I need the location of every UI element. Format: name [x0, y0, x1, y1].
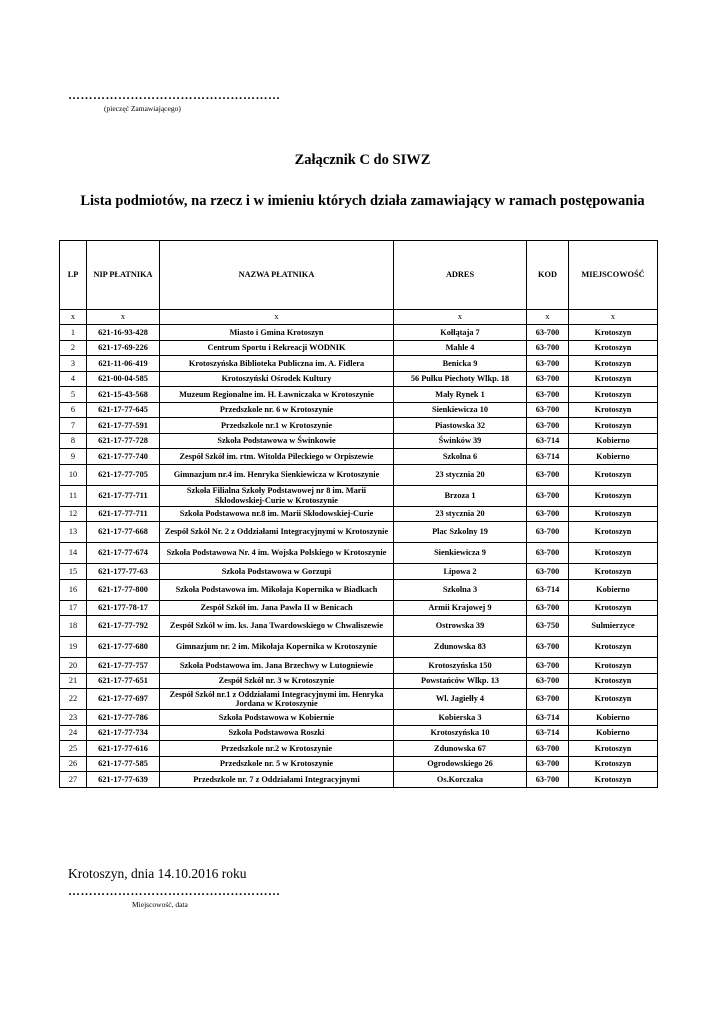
table-cell-code: 63-700: [527, 673, 569, 689]
table-cell: x: [527, 310, 569, 325]
table-cell-code: 63-700: [527, 464, 569, 485]
table-cell-nip: 621-00-04-585: [87, 371, 160, 387]
table-cell-nip: 621-17-77-757: [87, 658, 160, 674]
table-cell-city: Krotoszyn: [569, 387, 658, 403]
table-row: [60, 741, 658, 757]
table-cell-code: 63-714: [527, 449, 569, 465]
table-cell-name: Szkoła Podstawowa im. Mikołaja Kopernika w Biadkach: [160, 579, 394, 600]
table-cell-name: Szkoła Podstawowa w Gorzupi: [160, 564, 394, 580]
table-cell-code: 63-700: [527, 564, 569, 580]
table-row: [60, 371, 658, 387]
table-cell-nip: 621-15-43-568: [87, 387, 160, 403]
table-cell-code: 63-700: [527, 772, 569, 788]
table-cell-name: Szkoła Podstawowa w Świnkowie: [160, 433, 394, 449]
table-header-row: [60, 241, 658, 310]
table-cell-lp: 13: [60, 522, 87, 543]
table-cell-nip: 621-17-77-591: [87, 418, 160, 434]
table-cell-code: 63-700: [527, 371, 569, 387]
table-cell-nip: 621-17-77-786: [87, 710, 160, 726]
table-cell-city: Krotoszyn: [569, 741, 658, 757]
table-cell-nip: 621-17-77-668: [87, 522, 160, 543]
table-cell-code: 63-700: [527, 418, 569, 434]
table-cell-city: Krotoszyn: [569, 564, 658, 580]
table-cell-lp: 11: [60, 485, 87, 506]
table-row: [60, 600, 658, 616]
table-cell-address: Armii Krajowej 9: [394, 600, 527, 616]
table-row: [60, 725, 658, 741]
table-cell-lp: 14: [60, 543, 87, 564]
table-cell-address: Sienkiewicza 10: [394, 402, 527, 418]
table-cell-lp: 23: [60, 710, 87, 726]
table-cell-address: Piastowska 32: [394, 418, 527, 434]
table-cell-name: Przedszkole nr. 5 w Krotoszynie: [160, 756, 394, 772]
table-cell-address: Krotoszyńska 10: [394, 725, 527, 741]
table-cell-lp: 10: [60, 464, 87, 485]
table-cell-nip: 621-177-78-17: [87, 600, 160, 616]
table-cell-nip: 621-17-77-651: [87, 673, 160, 689]
table-cell-name: Miasto i Gmina Krotoszyn: [160, 325, 394, 341]
column-header-city: MIEJSCOWOŚĆ: [569, 241, 658, 310]
table-cell-city: Sulmierzyce: [569, 616, 658, 637]
table-cell-name: Szkoła Podstawowa Roszki: [160, 725, 394, 741]
table-cell-code: 63-700: [527, 325, 569, 341]
table-cell-name: Gimnazjum nr.4 im. Henryka Sienkiewicza w Krotoszynie: [160, 464, 394, 485]
table-cell-lp: 22: [60, 689, 87, 710]
table-cell-city: Krotoszyn: [569, 600, 658, 616]
table-row: [60, 756, 658, 772]
table-cell-name: Zespół Szkół w im. ks. Jana Twardowskiego w Chwaliszewie: [160, 616, 394, 637]
table-cell-nip: 621-17-77-734: [87, 725, 160, 741]
table-cell-name: Krotoszyński Ośrodek Kultury: [160, 371, 394, 387]
table-cell-city: Krotoszyn: [569, 371, 658, 387]
table-x-row: [60, 310, 658, 325]
table-cell-name: Zespół Szkół Nr. 2 z Oddziałami Integracyjnymi w Krotoszynie: [160, 522, 394, 543]
table-cell-code: 63-700: [527, 522, 569, 543]
table-cell-code: 63-700: [527, 756, 569, 772]
table-cell-code: 63-714: [527, 433, 569, 449]
table-cell-city: Krotoszyn: [569, 658, 658, 674]
table-row: [60, 658, 658, 674]
table-cell-city: Krotoszyn: [569, 543, 658, 564]
table-cell-city: Krotoszyn: [569, 356, 658, 372]
table-cell-code: 63-700: [527, 485, 569, 506]
table-row: [60, 433, 658, 449]
table-cell-city: Krotoszyn: [569, 756, 658, 772]
table-cell-nip: 621-16-93-428: [87, 325, 160, 341]
table-cell-city: Krotoszyn: [569, 673, 658, 689]
table-cell-name: Szkoła Filialna Szkoły Podstawowej nr 8 im. Marii Skłodowskiej-Curie w Krotoszynie: [160, 485, 394, 506]
table-cell: x: [60, 310, 87, 325]
table-cell-address: Krotoszyńska 150: [394, 658, 527, 674]
table-cell-name: Zespół Szkół nr. 3 w Krotoszynie: [160, 673, 394, 689]
table-cell: x: [87, 310, 160, 325]
table-row: [60, 449, 658, 465]
table-cell-code: 63-700: [527, 543, 569, 564]
table-row: [60, 689, 658, 710]
table-cell-lp: 25: [60, 741, 87, 757]
table-cell-address: 23 stycznia 20: [394, 506, 527, 522]
table-cell-nip: 621-17-77-697: [87, 689, 160, 710]
table-cell-city: Krotoszyn: [569, 485, 658, 506]
table-cell-code: 63-714: [527, 579, 569, 600]
stamp-caption: (pieczęć Zamawiającego): [104, 104, 181, 113]
place-date-caption: Miejscowość, data: [132, 900, 188, 909]
table-cell-nip: 621-11-06-419: [87, 356, 160, 372]
table-row: [60, 325, 658, 341]
table-cell-city: Krotoszyn: [569, 340, 658, 356]
table-row: [60, 710, 658, 726]
table-cell-city: Kobierno: [569, 449, 658, 465]
table-cell-name: Szkoła Podstawowa w Kobiernie: [160, 710, 394, 726]
table-cell-nip: 621-17-77-800: [87, 579, 160, 600]
table-cell-city: Kobierno: [569, 433, 658, 449]
table-cell-lp: 7: [60, 418, 87, 434]
table-cell-city: Krotoszyn: [569, 402, 658, 418]
table-cell-lp: 9: [60, 449, 87, 465]
table-cell-address: Os.Korczaka: [394, 772, 527, 788]
table-cell-address: Ostrowska 39: [394, 616, 527, 637]
stamp-signature-line: ……………………………………………: [68, 88, 281, 102]
document-subtitle: Lista podmiotów, na rzecz i w imieniu których działa zamawiający w ramach postępowania: [80, 193, 645, 209]
table-cell-address: Szkolna 3: [394, 579, 527, 600]
table-cell-address: Wl. Jagiełły 4: [394, 689, 527, 710]
table-cell-nip: 621-17-77-711: [87, 485, 160, 506]
table-cell-name: Krotoszyńska Biblioteka Publiczna im. A. Fidlera: [160, 356, 394, 372]
table-row: [60, 506, 658, 522]
table-row: [60, 418, 658, 434]
table-cell: x: [569, 310, 658, 325]
table-cell-nip: 621-17-77-705: [87, 464, 160, 485]
table-cell-code: 63-700: [527, 689, 569, 710]
table-row: [60, 637, 658, 658]
table-cell-name: Szkoła Podstawowa Nr. 4 im. Wojska Polskiego w Krotoszynie: [160, 543, 394, 564]
table-row: [60, 402, 658, 418]
table-cell-lp: 3: [60, 356, 87, 372]
table-cell-address: Ogrodowskiego 26: [394, 756, 527, 772]
table-cell-address: Kobierska 3: [394, 710, 527, 726]
table-row: [60, 522, 658, 543]
table-cell-code: 63-700: [527, 402, 569, 418]
table-cell-nip: 621-17-77-585: [87, 756, 160, 772]
table-cell-city: Krotoszyn: [569, 637, 658, 658]
table-cell-city: Krotoszyn: [569, 418, 658, 434]
table-cell-address: Kołłątaja 7: [394, 325, 527, 341]
table-cell-nip: 621-17-77-711: [87, 506, 160, 522]
table-cell-code: 63-714: [527, 710, 569, 726]
table-cell-name: Zespół Szkół im. rtm. Witolda Pileckiego w Orpiszewie: [160, 449, 394, 465]
table-row: [60, 564, 658, 580]
table-cell-name: Szkoła Podstawowa nr.8 im. Marii Skłodowskiej-Curie: [160, 506, 394, 522]
table-cell-name: Przedszkole nr. 7 z Oddziałami Integracyjnymi: [160, 772, 394, 788]
table-cell-lp: 5: [60, 387, 87, 403]
table-cell-address: Brzoza 1: [394, 485, 527, 506]
table-cell-nip: 621-17-77-740: [87, 449, 160, 465]
place-date-signature-line: ……………………………………………: [68, 884, 281, 898]
table-cell-code: 63-700: [527, 387, 569, 403]
table-cell-address: Mahle 4: [394, 340, 527, 356]
table-cell-lp: 19: [60, 637, 87, 658]
table-cell-nip: 621-17-77-728: [87, 433, 160, 449]
table-cell-lp: 20: [60, 658, 87, 674]
table-row: [60, 543, 658, 564]
column-header-nip: NIP PŁATNIKA: [87, 241, 160, 310]
document-title: Załącznik C do SIWZ: [294, 152, 431, 168]
table-cell-lp: 8: [60, 433, 87, 449]
table-row: [60, 616, 658, 637]
table-cell-lp: 16: [60, 579, 87, 600]
table-cell-lp: 4: [60, 371, 87, 387]
table-cell-name: Zespół Szkół im. Jana Pawła II w Benicach: [160, 600, 394, 616]
table-cell-name: Przedszkole nr.2 w Krotoszynie: [160, 741, 394, 757]
table-cell-code: 63-700: [527, 600, 569, 616]
table-cell-address: Szkolna 6: [394, 449, 527, 465]
table-cell: x: [160, 310, 394, 325]
table-cell-code: 63-750: [527, 616, 569, 637]
table-cell-code: 63-700: [527, 340, 569, 356]
table-cell-nip: 621-17-77-616: [87, 741, 160, 757]
table-row: [60, 387, 658, 403]
column-header-code: KOD: [527, 241, 569, 310]
column-header-lp: LP: [60, 241, 87, 310]
table-cell-name: Zespół Szkół nr.1 z Oddziałami Integracyjnymi im. Henryka Jordana w Krotoszynie: [160, 689, 394, 710]
table-cell-nip: 621-17-69-226: [87, 340, 160, 356]
table-cell-lp: 27: [60, 772, 87, 788]
table-row: [60, 485, 658, 506]
table-cell-city: Krotoszyn: [569, 522, 658, 543]
table-cell-city: Krotoszyn: [569, 506, 658, 522]
table-cell-lp: 18: [60, 616, 87, 637]
table-cell-lp: 21: [60, 673, 87, 689]
table-cell-address: 56 Pułku Piechoty Wlkp. 18: [394, 371, 527, 387]
table-cell-name: Szkoła Podstawowa im. Jana Brzechwy w Lutogniewie: [160, 658, 394, 674]
table-cell-code: 63-700: [527, 741, 569, 757]
table-cell-nip: 621-17-77-674: [87, 543, 160, 564]
table-cell-address: Mały Rynek 1: [394, 387, 527, 403]
table-cell-name: Centrum Sportu i Rekreacji WODNIK: [160, 340, 394, 356]
table-cell-lp: 1: [60, 325, 87, 341]
table-cell-name: Muzeum Regionalne im. H. Ławniczaka w Krotoszynie: [160, 387, 394, 403]
table-cell-name: Gimnazjum nr. 2 im. Mikołaja Kopernika w Krotoszynie: [160, 637, 394, 658]
table-cell-address: Sienkiewicza 9: [394, 543, 527, 564]
place-date: Krotoszyn, dnia 14.10.2016 roku: [68, 866, 247, 881]
table-row: [60, 579, 658, 600]
table-cell-code: 63-700: [527, 658, 569, 674]
table-cell-city: Kobierno: [569, 725, 658, 741]
table-cell-address: Plac Szkolny 19: [394, 522, 527, 543]
table-cell-name: Przedszkole nr.1 w Krotoszynie: [160, 418, 394, 434]
table-row: [60, 673, 658, 689]
table-cell-lp: 17: [60, 600, 87, 616]
table-cell-lp: 26: [60, 756, 87, 772]
table-row: [60, 772, 658, 788]
table-cell-address: 23 stycznia 20: [394, 464, 527, 485]
table-cell-lp: 15: [60, 564, 87, 580]
table-cell-address: Zdunowska 83: [394, 637, 527, 658]
table-cell-nip: 621-177-77-63: [87, 564, 160, 580]
table-cell-address: Zdunowska 67: [394, 741, 527, 757]
table-cell-code: 63-700: [527, 506, 569, 522]
table-cell-name: Przedszkole nr. 6 w Krotoszynie: [160, 402, 394, 418]
table-cell-city: Kobierno: [569, 579, 658, 600]
table-cell-city: Krotoszyn: [569, 689, 658, 710]
table-cell-address: Lipowa 2: [394, 564, 527, 580]
table-cell-code: 63-700: [527, 356, 569, 372]
table-cell-address: Powstańców Wlkp. 13: [394, 673, 527, 689]
table-cell-address: Benicka 9: [394, 356, 527, 372]
table-cell-lp: 2: [60, 340, 87, 356]
table-cell: x: [394, 310, 527, 325]
payers-table: [59, 240, 658, 788]
table-cell-city: Kobierno: [569, 710, 658, 726]
table-cell-lp: 24: [60, 725, 87, 741]
table-cell-address: Świnków 39: [394, 433, 527, 449]
table-cell-lp: 6: [60, 402, 87, 418]
table-cell-nip: 621-17-77-639: [87, 772, 160, 788]
table-cell-nip: 621-17-77-792: [87, 616, 160, 637]
column-header-name: NAZWA PŁATNIKA: [160, 241, 394, 310]
table-cell-code: 63-700: [527, 637, 569, 658]
table-row: [60, 340, 658, 356]
table-cell-lp: 12: [60, 506, 87, 522]
column-header-address: ADRES: [394, 241, 527, 310]
table-cell-city: Krotoszyn: [569, 464, 658, 485]
table-cell-city: Krotoszyn: [569, 325, 658, 341]
table-row: [60, 356, 658, 372]
table-cell-nip: 621-17-77-645: [87, 402, 160, 418]
table-cell-nip: 621-17-77-680: [87, 637, 160, 658]
table-cell-city: Krotoszyn: [569, 772, 658, 788]
table-cell-code: 63-714: [527, 725, 569, 741]
table-row: [60, 464, 658, 485]
